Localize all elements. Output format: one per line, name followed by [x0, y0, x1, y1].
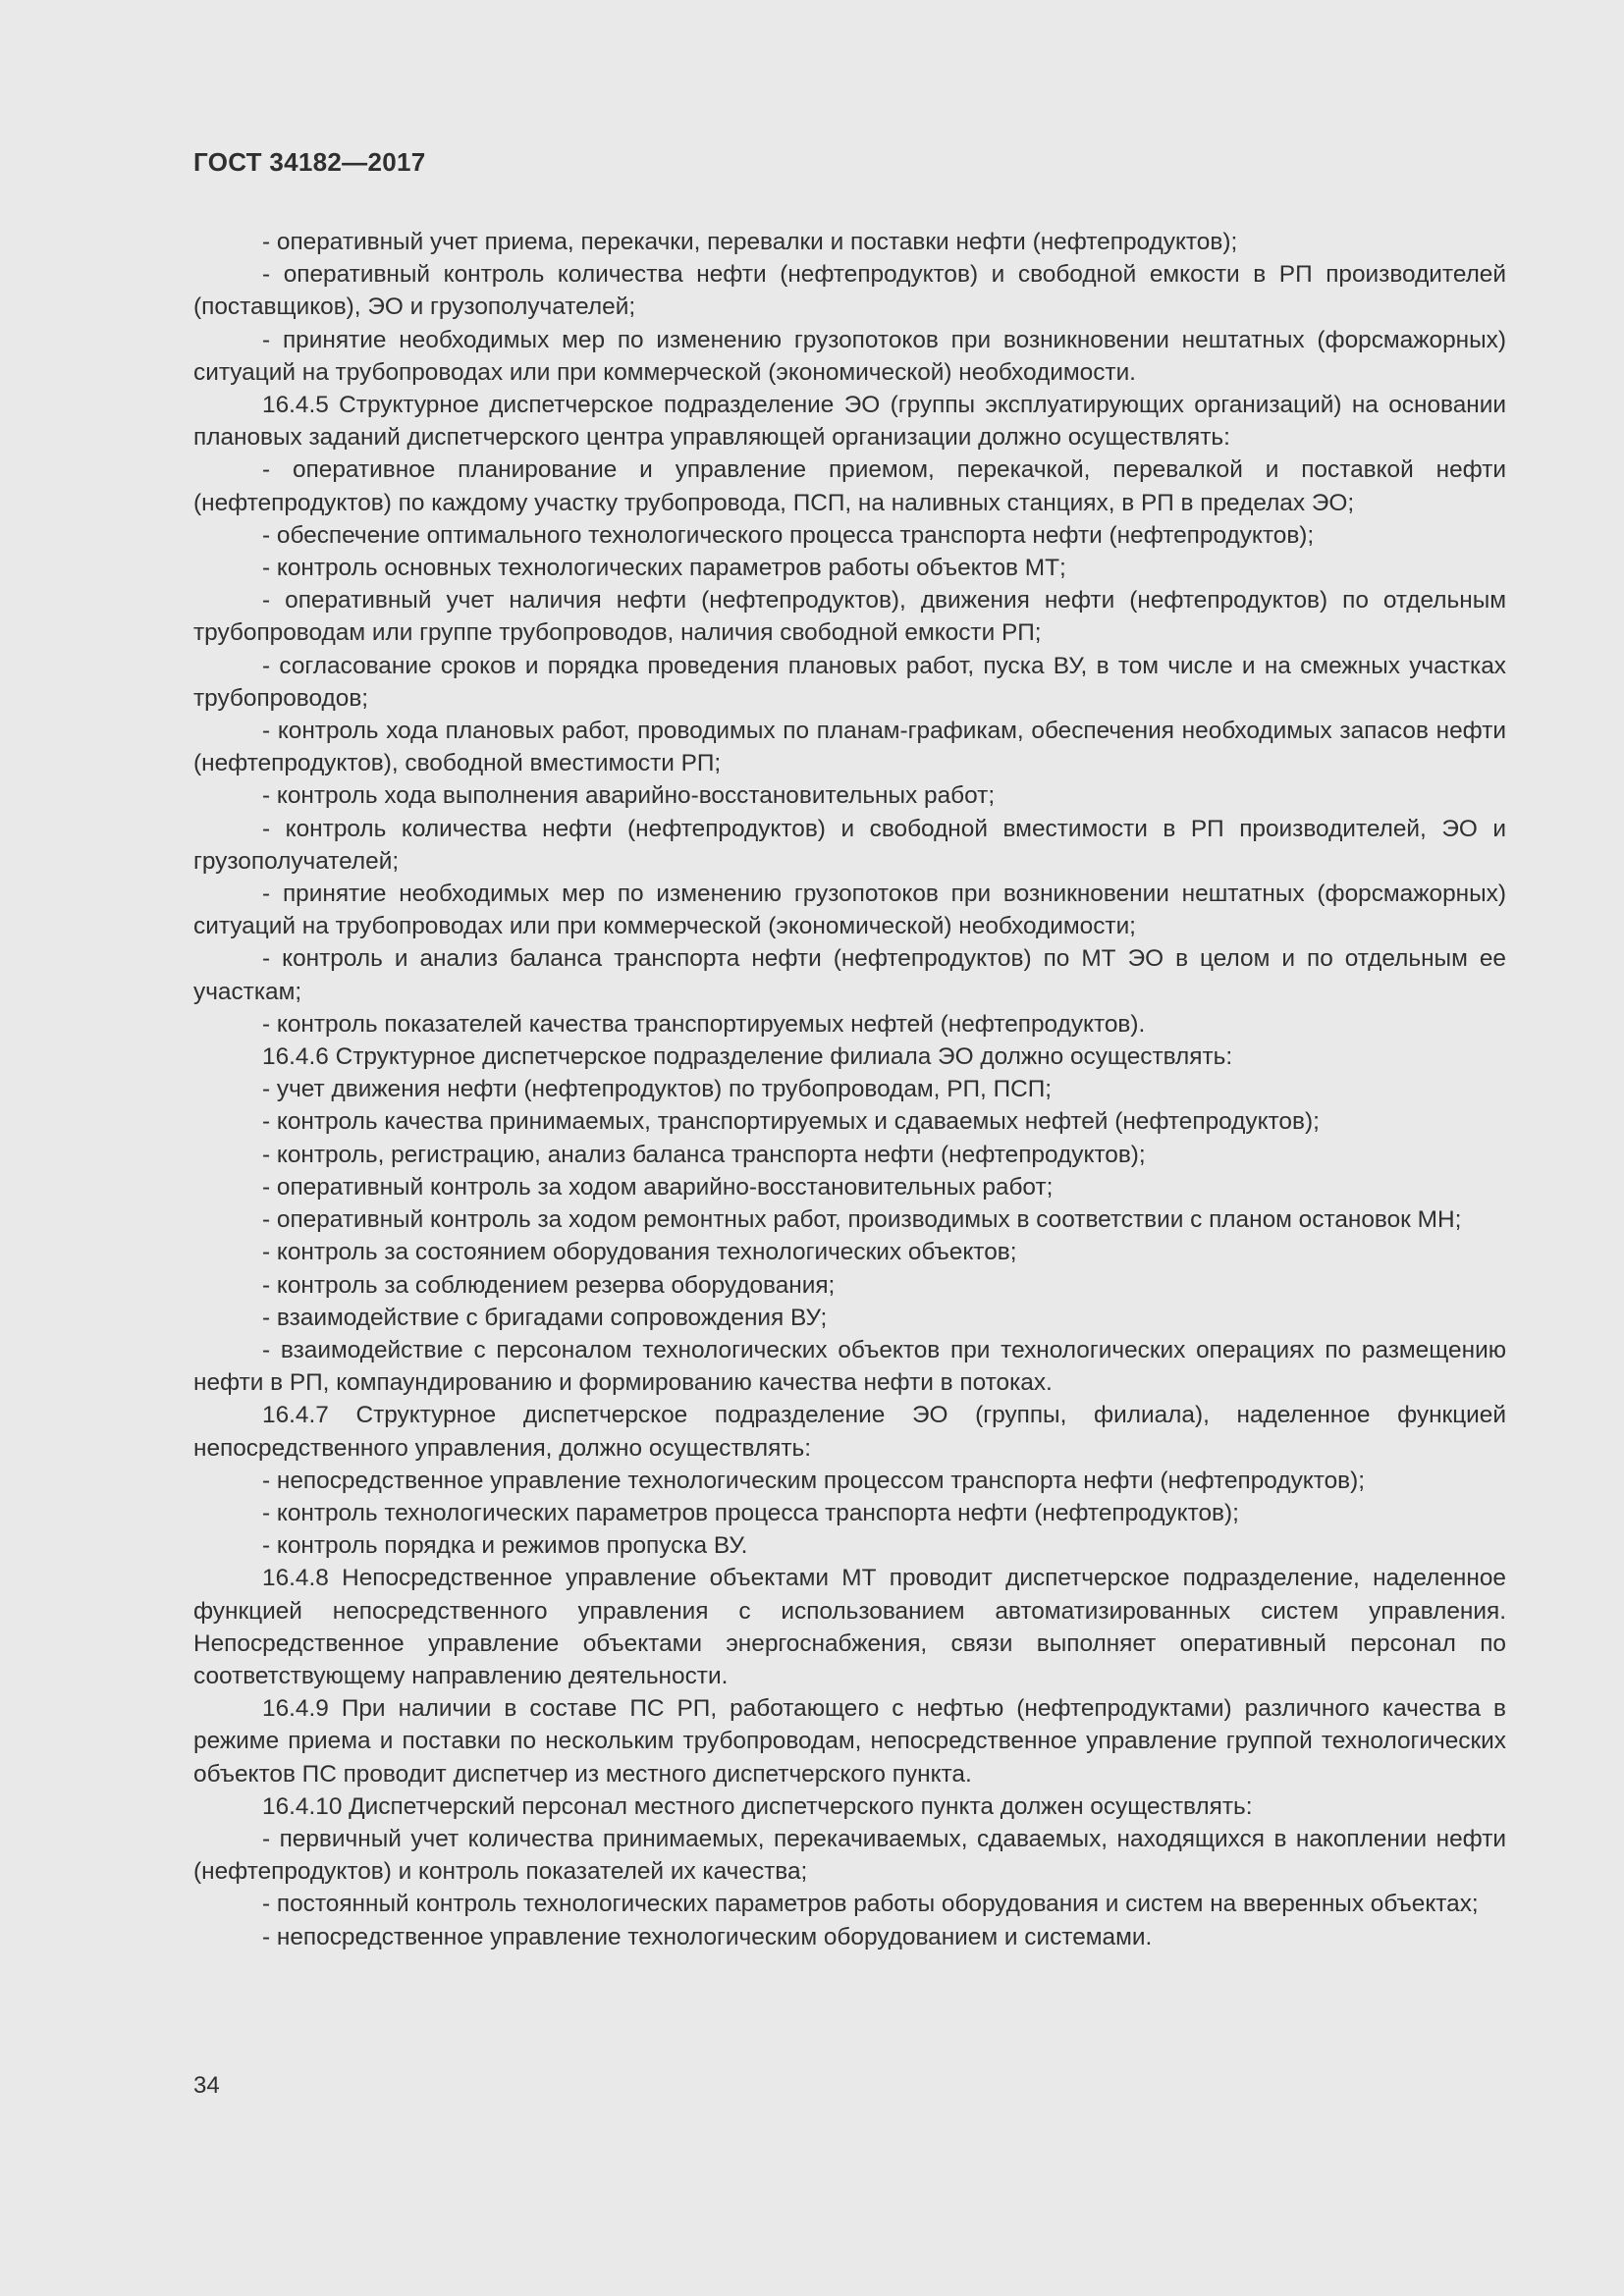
- paragraph: 16.4.5 Структурное диспетчерское подразделение ЭО (группы эксплуатирующих организаций) на основании плановых заданий диспетчерского центра управляющей организации должно осуществлять:: [193, 392, 1506, 452]
- paragraph: 16.4.10 Диспетчерский персонал местного диспетчерского пункта должен осуществлять:: [262, 1792, 1253, 1820]
- paragraph: - контроль качества принимаемых, транспортируемых и сдаваемых нефтей (нефтепродуктов);: [262, 1108, 1320, 1136]
- paragraph: - непосредственное управление технологическим оборудованием и системами.: [262, 1923, 1153, 1950]
- paragraph: - оперативный контроль за ходом ремонтных работ, производимых в соответствии с планом остановок МН;: [262, 1206, 1462, 1234]
- paragraph: - контроль за соблюдением резерва оборудования;: [262, 1271, 836, 1299]
- paragraph: - взаимодействие с персоналом технологических объектов при технологических операциях по размещению нефти в РП, компаундированию и формированию качества нефти в потоках.: [193, 1336, 1506, 1397]
- paragraph: - контроль хода выполнения аварийно-восстановительных работ;: [262, 782, 996, 810]
- paragraph: - первичный учет количества принимаемых, перекачиваемых, сдаваемых, находящихся в накоплении нефти (нефтепродуктов) и контроль показателей их качества;: [193, 1825, 1506, 1886]
- paragraph: - взаимодействие с бригадами сопровождения ВУ;: [262, 1304, 828, 1331]
- paragraph: - оперативный контроль количества нефти (нефтепродуктов) и свободной емкости в РП производителей (поставщиков), ЭО и грузополучателей;: [193, 261, 1506, 321]
- paragraph: - принятие необходимых мер по изменению грузопотоков при возникновении нештатных (форсмажорных) ситуаций на трубопроводах или при коммерческой (экономической) необходимости;: [193, 881, 1506, 940]
- document-header-code: ГОСТ 34182—2017: [193, 147, 426, 177]
- paragraph: - контроль, регистрацию, анализ баланса транспорта нефти (нефтепродуктов);: [262, 1141, 1146, 1168]
- paragraph: - контроль порядка и режимов пропуска ВУ.: [262, 1532, 748, 1560]
- paragraph: 16.4.8 Непосредственное управление объектами МТ проводит диспетчерское подразделение, наделенное функцией непосредственного управления с использованием автоматизированных систем управления. Непосредственное управление объектами энергоснабжения, связи выполняет оперативный персонал по соответствующему направлению деятельности.: [193, 1565, 1506, 1689]
- paragraph: 16.4.7 Структурное диспетчерское подразделение ЭО (группы, филиала), наделенное функцией непосредственного управления, должно осуществлять:: [193, 1402, 1506, 1462]
- paragraph: - постоянный контроль технологических параметров работы оборудования и систем на вверенных объектах;: [262, 1891, 1479, 1918]
- paragraph: - оперативный контроль за ходом аварийно-восстановительных работ;: [262, 1173, 1054, 1201]
- paragraph: - обеспечение оптимального технологического процесса транспорта нефти (нефтепродуктов);: [262, 521, 1315, 549]
- paragraph: - принятие необходимых мер по изменению грузопотоков при возникновении нештатных (форсмажорных) ситуаций на трубопроводах или при коммерческой (экономической) необходимости.: [193, 326, 1506, 386]
- paragraph: 16.4.6 Структурное диспетчерское подразделение филиала ЭО должно осуществлять:: [262, 1043, 1233, 1071]
- paragraph: - оперативный учет приема, перекачки, перевалки и поставки нефти (нефтепродуктов);: [262, 229, 1238, 255]
- document-body: [193, 226, 1506, 1953]
- paragraph: - оперативное планирование и управление приемом, перекачкой, перевалкой и поставкой нефти (нефтепродуктов) по каждому участку трубопровода, ПСП, на наливных станциях, в РП в пределах ЭО;: [193, 456, 1506, 516]
- page-number: 34: [193, 2072, 220, 2099]
- paragraph: - контроль технологических параметров процесса транспорта нефти (нефтепродуктов);: [262, 1499, 1239, 1526]
- paragraph: 16.4.9 При наличии в составе ПС РП, работающего с нефтью (нефтепродуктами) различного качества в режиме приема и поставки по нескольким трубопроводам, непосредственное управление группой технологических объектов ПС проводит диспетчер из местного диспетчерского пункта.: [193, 1695, 1506, 1788]
- paragraph: - контроль хода плановых работ, проводимых по планам-графикам, обеспечения необходимых запасов нефти (нефтепродуктов), свободной вместимости РП;: [193, 718, 1506, 777]
- paragraph: - согласование сроков и порядка проведения плановых работ, пуска ВУ, в том числе и на смежных участках трубопроводов;: [193, 652, 1506, 712]
- paragraph: - контроль и анализ баланса транспорта нефти (нефтепродуктов) по МТ ЭО в целом и по отдельным ее участкам;: [193, 945, 1506, 1005]
- paragraph: - оперативный учет наличия нефти (нефтепродуктов), движения нефти (нефтепродуктов) по отдельным трубопроводам или группе трубопроводов, наличия свободной емкости РП;: [193, 587, 1506, 647]
- paragraph: - контроль показателей качества транспортируемых нефтей (нефтепродуктов).: [262, 1010, 1146, 1038]
- paragraph: - контроль за состоянием оборудования технологических объектов;: [262, 1239, 1017, 1266]
- paragraph: - непосредственное управление технологическим процессом транспорта нефти (нефтепродуктов);: [262, 1467, 1366, 1494]
- paragraph: - контроль основных технологических параметров работы объектов МТ;: [262, 555, 1066, 582]
- paragraph: - учет движения нефти (нефтепродуктов) по трубопроводам, РП, ПСП;: [262, 1076, 1053, 1103]
- paragraph: - контроль количества нефти (нефтепродуктов) и свободной вместимости в РП производителей, ЭО и грузополучателей;: [193, 815, 1506, 875]
